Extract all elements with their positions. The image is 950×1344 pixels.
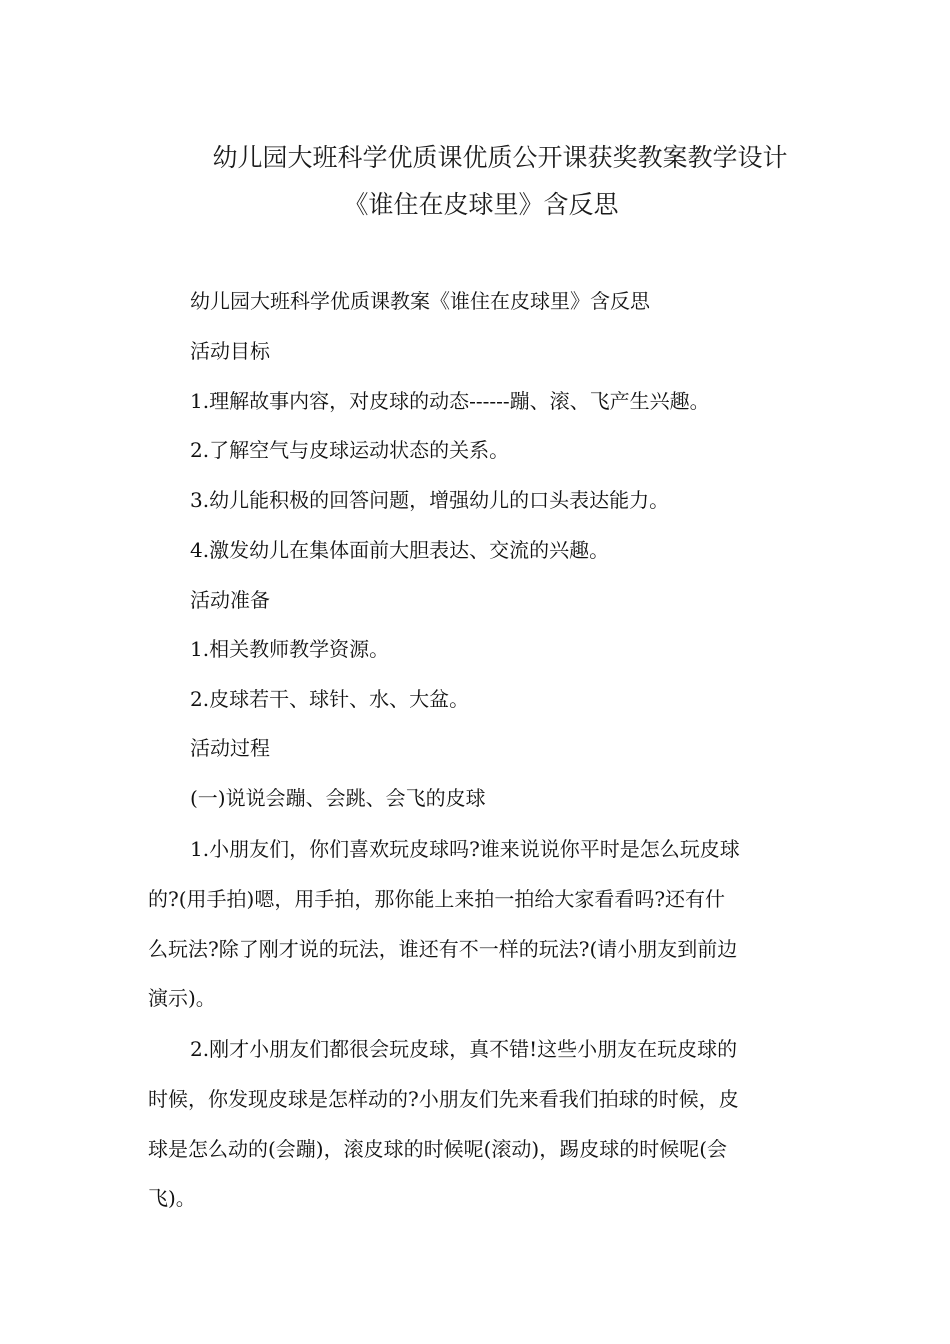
- paragraph-line: 1.小朋友们，你们喜欢玩皮球吗?谁来说说你平时是怎么玩皮球: [190, 837, 740, 861]
- paragraph-line: 时候，你发现皮球是怎样动的?小朋友们先来看我们拍球的时候，皮: [148, 1087, 739, 1111]
- prep-item: 1.相关教师教学资源。: [190, 637, 390, 661]
- prep-item: 2.皮球若干、球针、水、大盆。: [190, 687, 470, 711]
- goal-item: 4.激发幼儿在集体面前大胆表达、交流的兴趣。: [190, 538, 610, 562]
- section-heading: (一)说说会蹦、会跳、会飞的皮球: [190, 786, 486, 810]
- goal-item: 3.幼儿能积极的回答问题，增强幼儿的口头表达能力。: [190, 488, 670, 512]
- goal-item: 1.理解故事内容，对皮球的动态------蹦、滚、飞产生兴趣。: [190, 389, 710, 413]
- paragraph-line: 演示)。: [148, 986, 216, 1010]
- paragraph-line: 么玩法?除了刚才说的玩法，谁还有不一样的玩法?(请小朋友到前边: [148, 937, 738, 961]
- prep-heading: 活动准备: [190, 588, 270, 612]
- lesson-subtitle: 幼儿园大班科学优质课教案《谁住在皮球里》含反思: [190, 289, 650, 313]
- process-heading: 活动过程: [190, 736, 270, 760]
- goal-item: 2.了解空气与皮球运动状态的关系。: [190, 438, 510, 462]
- paragraph-line: 2.刚才小朋友们都很会玩皮球，真不错!这些小朋友在玩皮球的: [190, 1037, 738, 1061]
- document-title-line-2: 《谁住在皮球里》含反思: [343, 190, 619, 219]
- paragraph-line: 飞)。: [148, 1186, 196, 1210]
- paragraph-line: 的?(用手拍)嗯，用手拍，那你能上来拍一拍给大家看看吗?还有什: [148, 887, 726, 911]
- document-title-line-1: 幼儿园大班科学优质课优质公开课获奖教案教学设计: [212, 143, 788, 172]
- goals-heading: 活动目标: [190, 339, 270, 363]
- paragraph-line: 球是怎么动的(会蹦)，滚皮球的时候呢(滚动)，踢皮球的时候呢(会: [148, 1137, 728, 1161]
